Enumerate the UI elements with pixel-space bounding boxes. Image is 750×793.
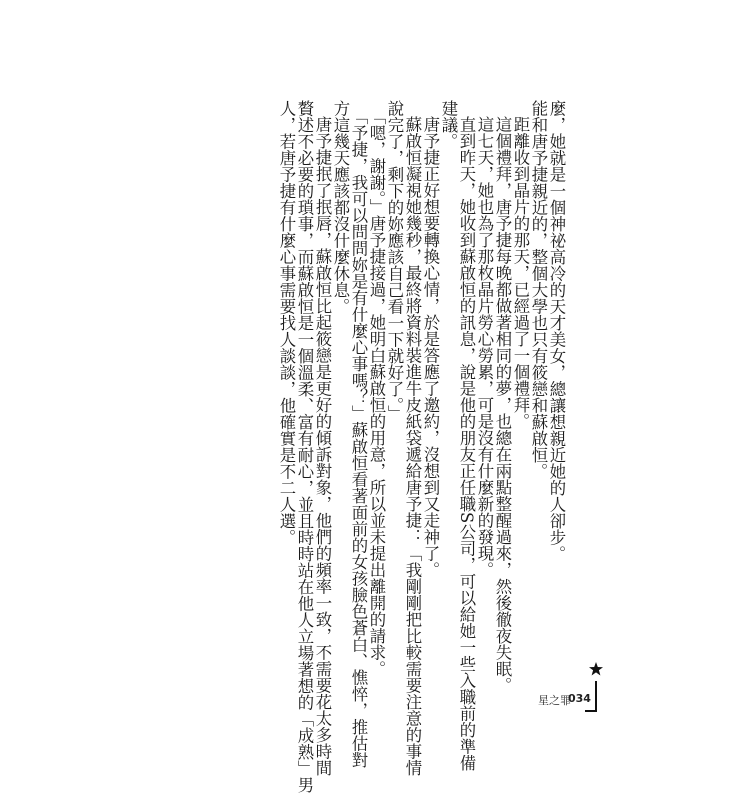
- text-column: 贅述不必要的瑣事，而蘇啟恒是一個溫柔、富有耐心，並且時時站在他人立場著想的「成熟」男: [295, 100, 314, 793]
- footer-book-title: 星之罪: [538, 694, 571, 707]
- text-column: 能和唐予捷親近的，整個大學也只有筱戀和蘇啟恒。: [529, 100, 548, 480]
- footer-bracket-line: [595, 681, 597, 711]
- text-column: 這七天，她也為了那枚晶片勞心勞累，可是沒有什麼新的發現。: [475, 116, 494, 578]
- text-column: 說完了，剩下的妳應該自己看一下就好了。」: [385, 100, 404, 422]
- text-column: 蘇啟恒凝視她幾秒，最終將資料裝進牛皮紙袋遞給唐予捷：「我剛剛把比較需要注意的事情: [403, 116, 422, 776]
- text-column: 方這幾天應該都沒什麼休息。: [331, 100, 350, 315]
- text-column: 「予捷，我可以問問妳是有什麼心事嗎？」蘇啟恒看著面前的女孩臉色蒼白、憔悴，推估對: [349, 108, 368, 768]
- star-icon: [588, 661, 604, 677]
- text-column: 麼，她就是一個神祕高冷的天才美女，總讓想親近她的人卻步。: [547, 100, 566, 562]
- text-column: 建議。: [439, 100, 458, 150]
- text-column: 唐予捷正好想要轉換心情，於是答應了邀約，沒想到又走神了。: [421, 116, 440, 578]
- text-column: 「嗯，謝謝。」唐予捷接過，她明白蘇啟恒的用意，所以並未提出離開的請求。: [367, 108, 386, 678]
- footer-page-number: 034: [568, 692, 591, 705]
- text-column: 人，若唐予捷有什麼心事需要找人談談，他確實是不二人選。: [277, 100, 296, 546]
- text-column: 唐予捷抿了抿唇，蘇啟恒比起筱戀是更好的傾訴對象，他們的頻率一致，不需要花太多時間: [313, 116, 332, 776]
- text-column: 直到昨天，她收到蘇啟恒的訊息，說是他的朋友正任職S公司，可以給她一些入職前的準備: [457, 116, 476, 771]
- footer-bracket-foot: [585, 710, 597, 712]
- text-column: 這個禮拜，唐予捷每晚都做著相同的夢，也總在兩點整醒過來，然後徹夜失眠。: [493, 116, 512, 694]
- text-column: 距離收到晶片的那天，已經過了一個禮拜。: [511, 116, 530, 430]
